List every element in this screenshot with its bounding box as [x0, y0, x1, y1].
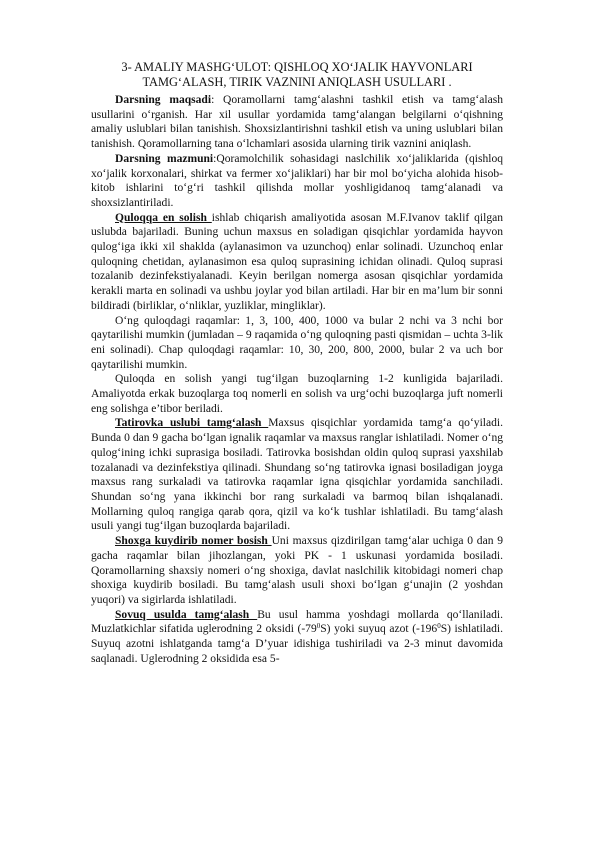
horn-branding-label: Shoxga kuydirib nomer bosish — [115, 535, 272, 548]
horn-branding-text: Uni maxsus qizdirilgan tamg‘alar uchiga 0 dan 9 gacha raqamlar bilan jihozlangan, yoki PK - 1 uskunasi yordamida bosiladi. Qoramollarning shaxsiy nomeri o‘ng shoxiga, davlat naslchilik kitobidagi nomeri chap shoxiga kuydirib bosiladi. Bu tamg‘alash usuli shoxi bo‘lgan g‘unajin (2 yoshdan yuqori) va sigirlarda ishlatiladi. — [91, 535, 503, 606]
paragraph-tattoo-method — [91, 416, 503, 534]
degree-superscript-a: 0 — [316, 622, 321, 631]
paragraph-lesson-content — [91, 152, 503, 211]
lesson-content-label: Darsning mazmuni — [115, 152, 214, 165]
paragraph-ear-notching — [91, 211, 503, 314]
title-line-2: TAMG‘ALASH, TIRIK VAZNINI ANIQLASH USULLARI . — [142, 75, 452, 89]
tattoo-method-label: Tatirovka uslubi tamg‘alash — [115, 417, 269, 430]
paragraph-horn-branding — [91, 534, 503, 608]
paragraph-lesson-goal — [91, 93, 503, 152]
paragraph-cold-branding — [91, 608, 503, 667]
cold-branding-text-a: Bu usul hamma yoshdagi mollarda qo‘llaniladi. Muzlatkichlar sifatida uglerodning 2 oksidi (-79 — [91, 608, 503, 636]
lesson-content-text: :Qoramolchilik sohasidagi naslchilik xo‘jaliklarida (qishloq xo‘jalik korxonalari, shirkat va fermer xo‘jaliklari) har bir mol bo‘yicha alohida hisob-kitob ishlarini to‘g‘ri tashkil qilishda mollar yoshligidanoq tamg‘alanadi va shoxsizlantiriladi. — [91, 152, 503, 209]
title-line-1: 3- AMALIY MASHG‘ULOT: QISHLOQ XO‘JALIK HAYVONLARI — [121, 60, 473, 74]
lesson-goal-label: Darsning maqsadi — [115, 94, 212, 106]
lesson-goal-text: : Qoramollarni tamg‘alashni tashkil etish va tamg‘alash usullarini o‘rganish. Har xil usullar yordamida tamg‘alangan belgilarni o‘qishning amaliy uslublari bilan tanishish. Shoxsizlantirishni tashkil etish va uning uslublari bilan tanishish. Qoramollarning tana o‘lchamlari asosida ularning tirik vaznini aniqlash. — [91, 94, 504, 151]
cold-branding-text-c: S) ishlatiladi. Suyuq azotni ishlatganda tamg‘a D’yuar idishiga tushiriladi va 2-3 minut davomida saqlanadi. Uglerodning 2 oksidida esa 5- — [91, 623, 503, 665]
paragraph-calf-notching — [91, 372, 503, 416]
cold-branding-label: Sovuq usulda tamg‘alash — [115, 608, 258, 621]
cold-branding-text-b: S) yoki suyuq azot (-196 — [320, 623, 438, 636]
calf-notching-text: Quloqda en solish yangi tug‘ilgan buzoqlarning 1-2 kunligida bajariladi. Amaliyotda erkak buzoqlarga toq nomerli en solish va urg‘ochi buzoqlarga juft nomerli eng solishga e’tibor beriladi. — [91, 373, 503, 415]
ear-notching-text: ishlab chiqarish amaliyotida asosan M.F.Ivanov taklif qilgan uslubda bajariladi. Buning uchun maxsus en soladigan qisqichlar yordamida hayvon qulog‘iga ikki xil shaklda (aylanasimon va uzunchoq) enlar solinadi. Uzunchoq enlar quloqning chetidan, aylanasimon esa quloq suprasining ichidan olinadi. Quloq suprasi tozalanib dezinfekstiyalanadi. Keyin berilgan nomerga asosan qisqichlar yordamida kerakli marta en solinadi va ushbu joylar yod bilan artiladi. Har bir en ma’lum bir sonni bildiradi (birliklar, o‘nliklar, yuzliklar, mingliklar). — [91, 211, 504, 312]
paragraph-ear-numbers — [91, 314, 503, 373]
page-title — [91, 60, 503, 90]
ear-numbers-text: O‘ng quloqdagi raqamlar: 1, 3, 100, 400, 1000 va bular 2 nchi va 3 nchi bor qaytarilishi mumkin (jumladan – 9 raqamida o‘ng quloqning pasti qismidan – uchta 3-lik eni solinadi). Chap quloqdagi raqamlar: 10, 30, 200, 800, 2000, bular 2 va uch bor qaytarilishi mumkin. — [91, 314, 503, 371]
document-page — [91, 60, 503, 666]
ear-notching-label: Quloqqa en solish — [115, 211, 212, 224]
degree-superscript-b: 0 — [437, 622, 441, 631]
tattoo-method-text: Maxsus qisqichlar yordamida tamg‘a qo‘yiladi. Bunda 0 dan 9 gacha bo‘lgan ignalik raqamlar va maxsus ranglar ishlatiladi. Nomer o‘ng qulog‘ining ichki suprasiga bosiladi. Tatirovka bosishdan oldin quloq suprasi yaxshilab tozalanadi va dezinfekstiya qilinadi. Shundang so‘ng tatirovka ignasi bosiladigan joyga maxsus rang surkaladi va tatirovka raqamlar igna qisqichlar yordamida sanchiladi. Shundan so‘ng yana ikkinchi bor rang surkaladi va barmoq bilan ishqalanadi. Mollarning quloq rangiga qarab qora, qizil va ko‘k tushlar ishlatiladi. Bu tamg‘alash usuli yangi tug‘ilgan buzoqlarda bajariladi. — [91, 417, 503, 533]
